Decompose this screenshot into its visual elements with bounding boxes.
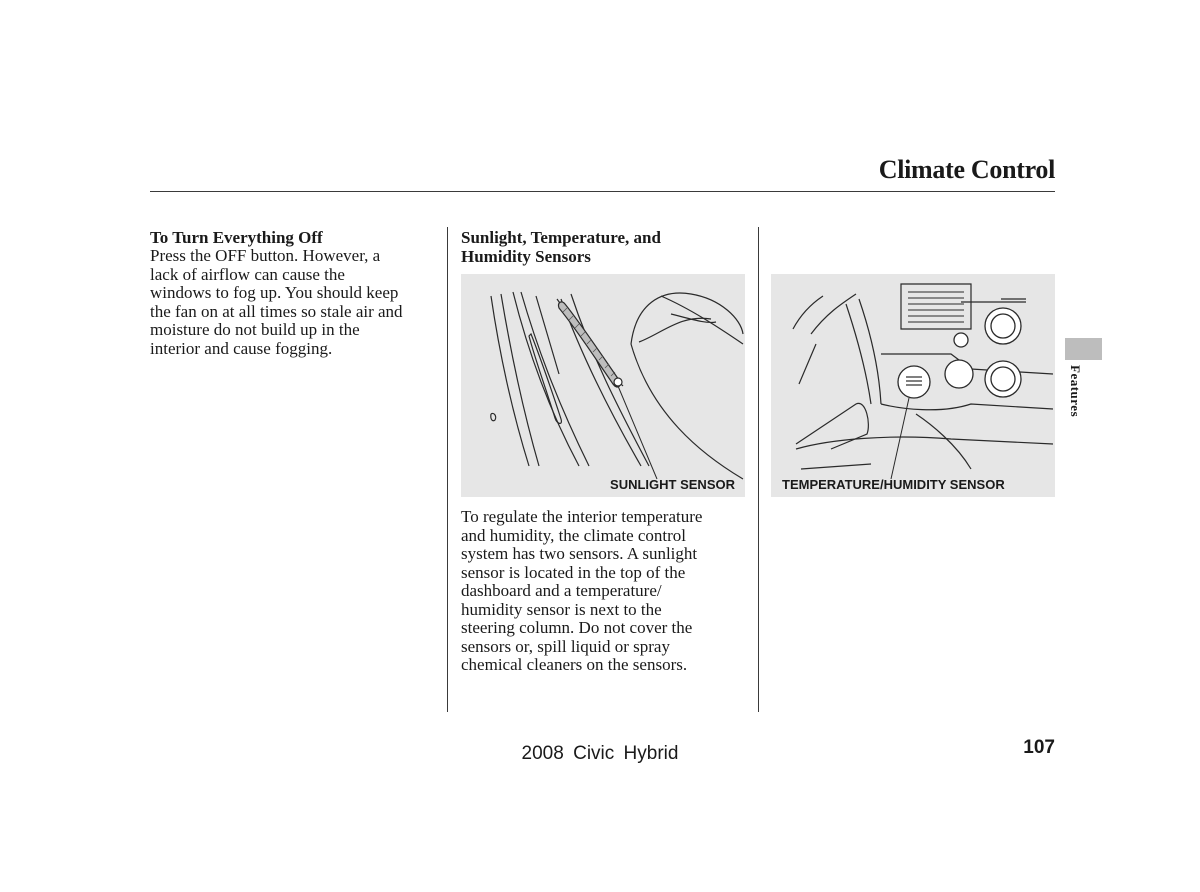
- text-line: To regulate the interior temperature: [461, 507, 703, 526]
- text-line: Press the OFF button. However, a: [150, 246, 381, 265]
- text-line: system has two sensors. A sunlight: [461, 544, 698, 563]
- text-line: interior and cause fogging.: [150, 338, 333, 358]
- section-heading-sensors-line2: Humidity Sensors: [461, 247, 591, 266]
- page-number: 107: [1023, 737, 1055, 758]
- section-body-sensors: [461, 508, 751, 675]
- section-tab-label: Features: [1068, 365, 1083, 418]
- column-divider: [447, 227, 448, 712]
- temperature-humidity-sensor-figure: [771, 274, 1055, 497]
- text-line: sensors or, spill liquid or spray: [461, 636, 670, 656]
- sunlight-sensor-figure: [461, 274, 745, 497]
- section-turn-off: [150, 228, 440, 358]
- text-line: steering column. Do not cover the: [461, 618, 693, 637]
- text-line: the fan on at all times so stale air and: [150, 301, 403, 321]
- text-line: chemical cleaners on the sensors.: [461, 655, 688, 674]
- text-line: moisture do not build up in the: [150, 320, 360, 339]
- section-heading-sensors-line1: Sunlight, Temperature, and: [461, 228, 661, 247]
- text-line: sensor is located in the top of the: [461, 562, 686, 582]
- figure-caption-temperature-humidity: TEMPERATURE/HUMIDITY SENSOR: [782, 477, 1005, 492]
- leader-line: [891, 398, 909, 479]
- section-heading-turn-off: To Turn Everything Off: [150, 228, 323, 247]
- section-tab-marker: [1065, 338, 1102, 360]
- steering-column-illustration: [771, 274, 1055, 497]
- leader-line: [618, 386, 657, 479]
- section-body-turn-off: [150, 247, 440, 358]
- sunlight-sensor-marker: [614, 378, 622, 386]
- text-line: humidity sensor is next to the: [461, 599, 662, 619]
- text-line: dashboard and a temperature/: [461, 581, 662, 600]
- section-sensors-heading: [461, 228, 751, 266]
- temperature-humidity-sensor-marker: [898, 366, 930, 398]
- title-divider: [150, 191, 1055, 192]
- dashboard-top-illustration: [461, 274, 745, 497]
- footer-model-name: 2008 Civic Hybrid: [521, 743, 679, 764]
- page-title: Climate Control: [878, 155, 1055, 184]
- column-divider: [758, 227, 759, 712]
- text-line: and humidity, the climate control: [461, 525, 687, 545]
- text-line: windows to fog up. You should keep: [150, 283, 399, 302]
- figure-caption-sunlight: SUNLIGHT SENSOR: [610, 477, 735, 492]
- text-line: lack of airflow can cause the: [150, 264, 345, 284]
